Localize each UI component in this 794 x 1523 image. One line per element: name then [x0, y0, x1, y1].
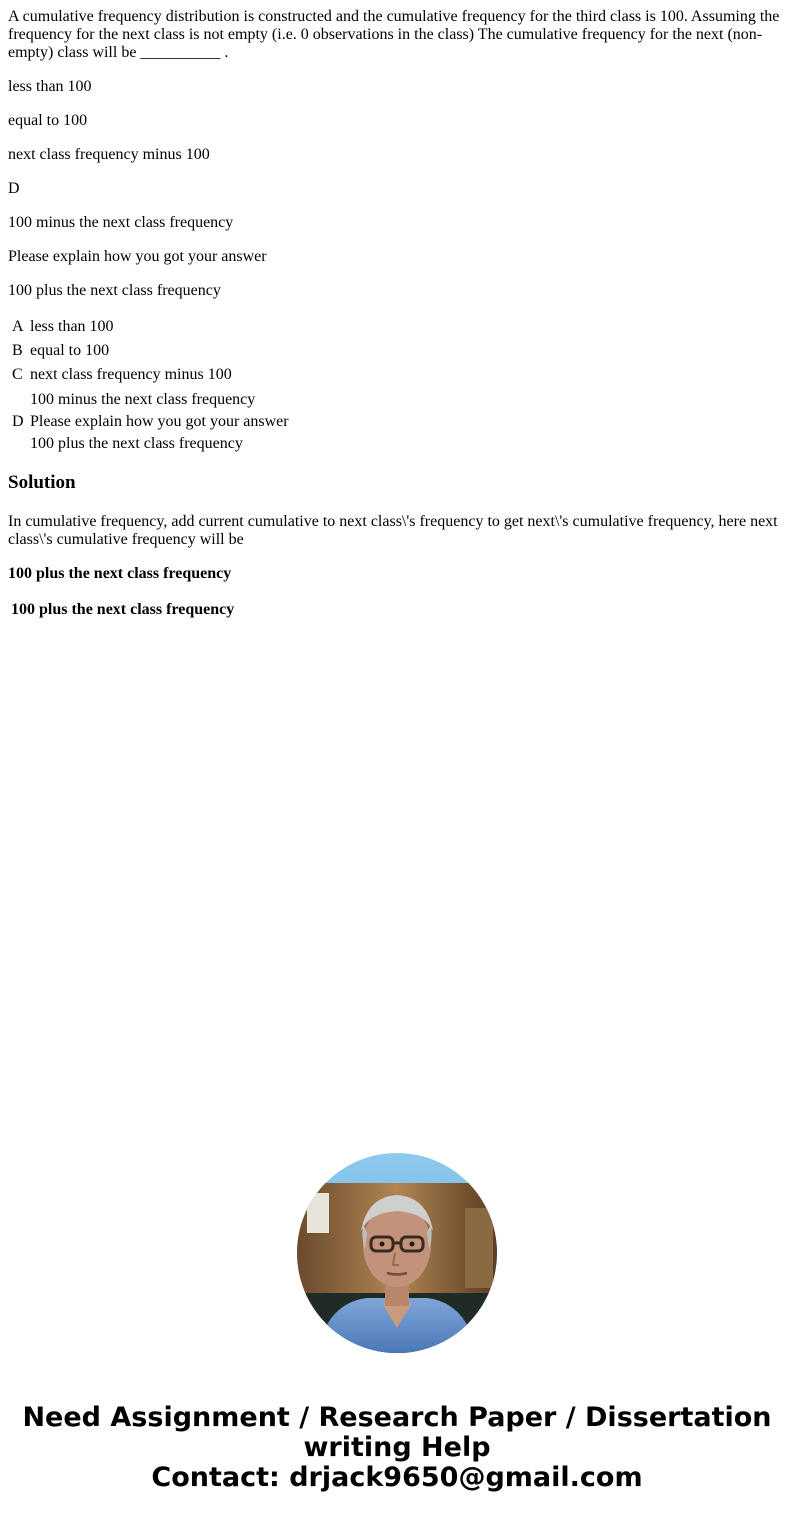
option-row-a — [10, 316, 290, 338]
question-text: A cumulative frequency distribution is constructed and the cumulative frequency for the third class is 100. Assuming the frequency for the next class is not empty (i.e. 0 observations in the class) The cumulative frequency for the next (non-empty) class will be __________ . — [8, 8, 780, 61]
option-letter-b: B — [12, 342, 23, 359]
author-avatar — [297, 1153, 497, 1353]
option-letter-d: D — [12, 413, 24, 430]
solution-answer-repeat: 100 plus the next class frequency — [11, 601, 235, 618]
question-line-6: Please explain how you got your answer — [8, 248, 267, 265]
question-line-1: less than 100 — [8, 78, 92, 95]
option-text-a: less than 100 — [30, 318, 114, 335]
option-row-b — [10, 340, 290, 362]
option-text-d-line-3: 100 plus the next class frequency — [30, 435, 243, 452]
solution-explanation: In cumulative frequency, add current cumulative to next class\'s frequency to get next\'s cumulative frequency, here next class\'s cumulative frequency will be — [8, 513, 778, 548]
option-letter-a: A — [12, 318, 24, 335]
promo-line-1: Need Assignment / Research Paper / Dissertation — [22, 1402, 772, 1433]
option-text-c: next class frequency minus 100 — [30, 366, 232, 383]
question-line-7: 100 plus the next class frequency — [8, 282, 221, 299]
option-text-d-line-1: 100 minus the next class frequency — [30, 391, 256, 408]
question-line-2: equal to 100 — [8, 112, 88, 129]
option-letter-c: C — [12, 366, 23, 383]
option-text-d-line-2: Please explain how you got your answer — [30, 413, 289, 430]
options-table — [8, 314, 292, 458]
promo-banner — [0, 1403, 794, 1493]
option-text-b: equal to 100 — [30, 342, 110, 359]
option-text-d — [29, 388, 290, 456]
author-avatar-image — [297, 1153, 497, 1353]
question-line-4: D — [8, 180, 20, 197]
promo-contact: Contact: drjack9650@gmail.com — [151, 1462, 643, 1493]
document-body — [0, 0, 794, 619]
question-line-3: next class frequency minus 100 — [8, 146, 210, 163]
solution-heading: Solution — [8, 472, 76, 493]
question-line-5: 100 minus the next class frequency — [8, 214, 234, 231]
solution-answer: 100 plus the next class frequency — [8, 565, 232, 582]
option-row-d — [10, 388, 290, 456]
promo-line-2: writing Help — [303, 1432, 491, 1463]
option-row-c — [10, 364, 290, 386]
